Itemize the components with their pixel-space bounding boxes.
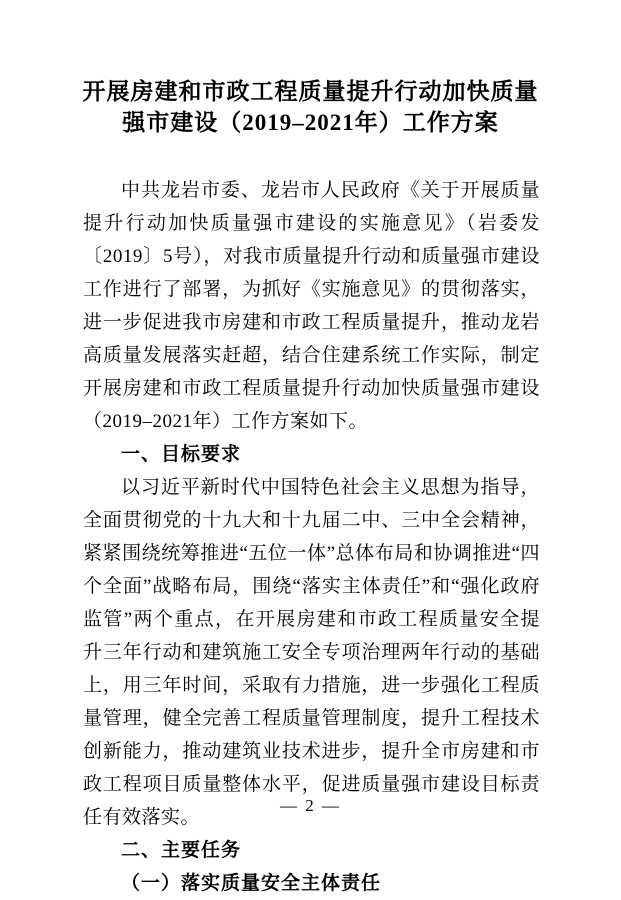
section-heading-goals: 一、目标要求: [121, 444, 242, 465]
document-title-line-1: 开展房建和市政工程质量提升行动加快质量: [82, 79, 539, 104]
document-title: [0, 0, 621, 138]
section-heading-main-tasks: 二、主要任务: [121, 840, 242, 861]
intro-paragraph: 中共龙岩市委、龙岩市人民政府《关于开展质量提升行动加快质量强市建设的实施意见》（岩委发〔2019〕5号），对我市质量提升行动和质量强市建设工作进行了部署，为抓好《实施意见》的贯彻落实，进一步促进我市房建和市政工程质量提升，推动龙岩高质量发展落实赶超，结合住建系统工作实际，制定开展房建和市政工程质量提升行动加快质量强市建设（2019–2021年）工作方案如下。: [83, 180, 540, 432]
document-body: [0, 174, 621, 900]
document-title-line-2: 强市建设（2019–2021年）工作方案: [122, 110, 499, 135]
subsection-heading-responsibility: （一）落实质量安全主体责任: [121, 873, 382, 894]
goals-paragraph: 以习近平新时代中国特色社会主义思想为指导，全面贯彻党的十九大和十九届二中、三中全会精神，紧紧围绕统筹推进“五位一体”总体布局和协调推进“四个全面”战略布局，围绕“落实主体责任”和“强化政府监管”两个重点，在开展房建和市政工程质量安全提升三年行动和建筑施工安全专项治理两年行动的基础上，用三年时间，采取有力措施，进一步强化工程质量管理，健全完善工程质量管理制度，提升工程技术创新能力，推动建筑业技术进步，提升全市房建和市政工程项目质量整体水平，促进质量强市建设目标责任有效落实。: [83, 477, 540, 828]
page-number: — 2 —: [280, 796, 341, 815]
page-footer: [0, 795, 621, 817]
